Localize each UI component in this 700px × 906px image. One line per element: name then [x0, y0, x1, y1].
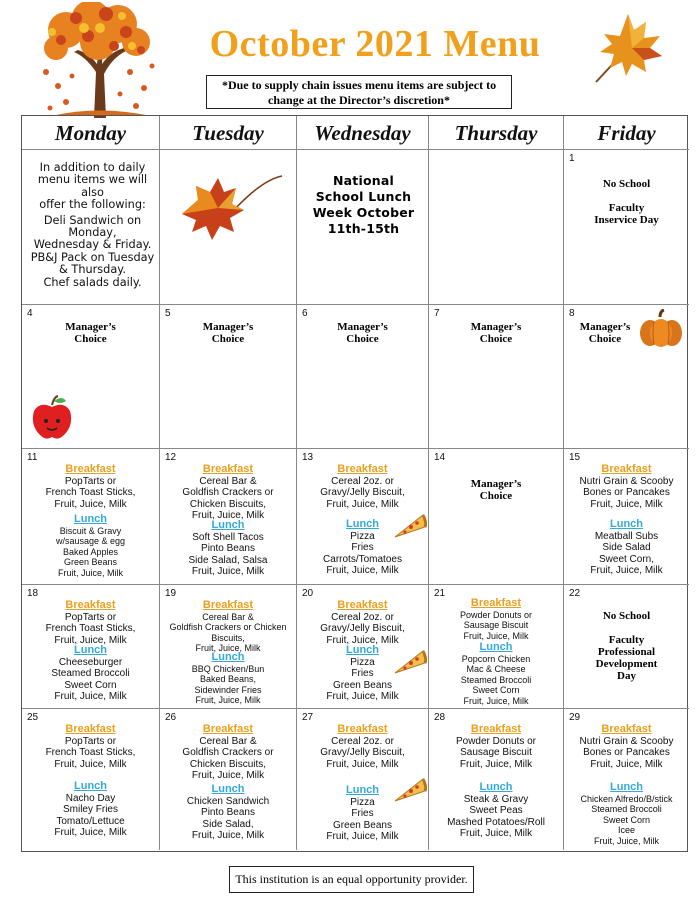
lunch-menu: Lunch Soft Shell Tacos Pinto Beans Side Salad, Salsa Fruit, Juice, Milk	[160, 519, 296, 577]
calendar-cell-oct-5	[160, 305, 297, 449]
breakfast-heading: Breakfast	[65, 463, 116, 475]
breakfast-heading: Breakfast	[337, 723, 388, 735]
calendar-cell-oct-7	[429, 305, 564, 449]
day-number: 11	[27, 452, 38, 463]
breakfast-heading: Breakfast	[337, 599, 388, 611]
lunch-heading: Lunch	[74, 644, 107, 656]
lunch-menu: Lunch Meatball Subs Side Salad Sweet Corn, Fruit, Juice, Milk	[564, 518, 689, 576]
breakfast-menu: Breakfast PopTarts or French Toast Sticks, Fruit, Juice, Milk	[22, 723, 159, 770]
breakfast-heading: Breakfast	[65, 723, 116, 735]
day-number: 22	[569, 588, 581, 599]
breakfast-heading: Breakfast	[202, 463, 254, 475]
managers-choice-label: Manager’s Choice	[202, 321, 254, 345]
day-number: 1	[569, 153, 575, 164]
lunch-heading: Lunch	[610, 781, 643, 793]
pizza-slice-icon	[393, 649, 427, 675]
day-header-monday: Monday	[22, 116, 160, 150]
apple-icon	[30, 395, 74, 441]
day-number: 4	[27, 308, 33, 319]
managers-choice-label: Manager’s Choice	[470, 321, 522, 345]
lunch-menu: Lunch Pizza Fries Carrots/Tomatoes Fruit, Juice, Milk	[297, 518, 428, 576]
inservice-line-2: Inservice Day	[594, 214, 659, 226]
calendar-cell-oct-21	[429, 585, 564, 709]
notice-line-1: *Due to supply chain issues menu items are subject to	[221, 78, 497, 92]
pizza-slice-icon	[393, 777, 427, 803]
lunch-menu: Lunch Biscuit & Gravy w/sausage & egg Baked Apples Green Beans Fruit, Juice, Milk	[22, 513, 159, 578]
managers-choice-label: Manager’s Choice	[337, 321, 388, 345]
lunch-heading: Lunch	[346, 644, 379, 656]
autumn-leaf-icon	[174, 170, 286, 246]
notice-line-2: change at the Director’s discretion*	[268, 93, 450, 107]
lunch-heading: Lunch	[74, 513, 107, 525]
day-number: 29	[569, 712, 581, 723]
calendar-cell-intro	[22, 150, 160, 305]
breakfast-menu: Breakfast Cereal Bar & Goldfish Crackers or Chicken Biscuits, Fruit, Juice, Milk	[160, 463, 296, 521]
day-number: 28	[434, 712, 446, 723]
lunch-heading: Lunch	[346, 518, 379, 530]
pd-line-1: Faculty	[608, 634, 645, 646]
breakfast-heading: Breakfast	[65, 599, 116, 611]
intro-text: In addition to daily menu items we will also offer the following: Deli Sandwich on Monday, Wednesday & Friday. PB&J Pack on Tuesday & Thursday. Chef salads daily.	[30, 161, 155, 289]
no-school-label: No School	[602, 610, 651, 622]
lunch-menu: Lunch Chicken Alfredo/B/stick Steamed Broccoli Sweet Corn Icee Fruit, Juice, Milk	[564, 781, 689, 846]
national-lunch-week-text: National School Lunch Week October 11th-15th	[312, 173, 415, 236]
breakfast-menu: Breakfast Powder Donuts or Sausage Biscuit Fruit, Juice, Milk	[429, 723, 563, 770]
day-header-thursday: Thursday	[429, 116, 564, 150]
breakfast-menu: Breakfast Cereal 2oz. or Gravy/Jelly Biscuit, Fruit, Juice, Milk	[297, 723, 428, 770]
page-title: October 2021 Menu	[209, 23, 541, 65]
breakfast-menu: Breakfast Cereal 2oz. or Gravy/Jelly Biscuit, Fruit, Juice, Milk	[297, 463, 428, 510]
day-number: 6	[302, 308, 308, 319]
breakfast-heading: Breakfast	[470, 597, 522, 609]
autumn-tree-illustration	[36, 2, 160, 118]
pd-line-2: Professional	[597, 646, 656, 658]
calendar-cell-oct-14	[429, 449, 564, 585]
breakfast-heading: Breakfast	[202, 723, 254, 735]
maple-leaf-icon	[588, 8, 670, 86]
pumpkin-icon	[638, 309, 684, 349]
breakfast-heading: Breakfast	[337, 463, 388, 475]
calendar-cell-oct-26	[160, 709, 297, 850]
calendar-cell-oct-18	[22, 585, 160, 709]
breakfast-menu: Breakfast Powder Donuts or Sausage Biscuit Fruit, Juice, Milk	[429, 597, 563, 641]
pd-line-3: Development	[595, 658, 658, 670]
supply-chain-notice	[206, 75, 512, 109]
lunch-heading: Lunch	[211, 651, 245, 663]
breakfast-heading: Breakfast	[202, 599, 254, 611]
menu-calendar-grid	[21, 115, 688, 852]
lunch-menu: Lunch Steak & Gravy Sweet Peas Mashed Potatoes/Roll Fruit, Juice, Milk	[429, 781, 563, 839]
inservice-line-1: Faculty	[608, 202, 645, 214]
calendar-cell-oct-4	[22, 305, 160, 449]
managers-choice-label: Manager’s Choice	[579, 321, 631, 345]
calendar-cell-oct-15	[564, 449, 689, 585]
breakfast-menu: Breakfast Nutri Grain & Scooby Bones or Pancakes Fruit, Juice, Milk	[564, 723, 689, 770]
lunch-heading: Lunch	[346, 784, 379, 796]
calendar-cell-oct-20	[297, 585, 429, 709]
lunch-heading: Lunch	[74, 780, 107, 792]
day-number: 13	[302, 452, 314, 463]
calendar-cell-empty	[429, 150, 564, 305]
day-number: 12	[165, 452, 177, 463]
breakfast-menu: Breakfast Cereal Bar & Goldfish Crackers or Chicken Biscuits, Fruit, Juice, Milk	[160, 723, 296, 781]
calendar-cell-oct-11	[22, 449, 160, 585]
breakfast-menu: Breakfast Cereal Bar & Goldfish Crackers or Chicken Biscuits, Fruit, Juice, Milk	[160, 599, 296, 654]
equal-opportunity-footer: This institution is an equal opportunity provider.	[229, 866, 474, 893]
lunch-menu: Lunch BBQ Chicken/Bun Baked Beans, Sidewinder Fries Fruit, Juice, Milk	[160, 651, 296, 706]
breakfast-heading: Breakfast	[470, 723, 522, 735]
day-number: 25	[27, 712, 39, 723]
day-number: 14	[434, 452, 446, 463]
breakfast-heading: Breakfast	[601, 463, 652, 475]
managers-choice-label: Manager’s Choice	[65, 321, 116, 345]
calendar-cell-oct-1	[564, 150, 689, 305]
pizza-slice-icon	[393, 513, 427, 539]
calendar-cell-leaf	[160, 150, 297, 305]
breakfast-menu: Breakfast Cereal 2oz. or Gravy/Jelly Biscuit, Fruit, Juice, Milk	[297, 599, 428, 646]
day-number: 20	[302, 588, 314, 599]
pd-line-4: Day	[617, 670, 636, 682]
lunch-heading: Lunch	[610, 518, 643, 530]
lunch-menu: Lunch Popcorn Chicken Mac & Cheese Steamed Broccoli Sweet Corn Fruit, Juice, Milk	[429, 641, 563, 706]
day-number: 8	[569, 308, 575, 319]
day-number: 27	[302, 712, 314, 723]
calendar-cell-oct-22	[564, 585, 689, 709]
breakfast-menu: Breakfast PopTarts or French Toast Sticks, Fruit, Juice, Milk	[22, 463, 159, 510]
lunch-menu: Lunch Chicken Sandwich Pinto Beans Side Salad, Fruit, Juice, Milk	[160, 783, 296, 841]
day-header-tuesday: Tuesday	[160, 116, 297, 150]
lunch-menu: Lunch Pizza Fries Green Beans Fruit, Juice, Milk	[297, 784, 428, 842]
lunch-heading: Lunch	[211, 519, 245, 531]
calendar-cell-oct-28	[429, 709, 564, 850]
no-school-label: No School	[602, 178, 651, 190]
managers-choice-label: Manager’s Choice	[470, 478, 522, 502]
calendar-cell-oct-27	[297, 709, 429, 850]
calendar-cell-oct-8	[564, 305, 689, 449]
breakfast-menu: Breakfast PopTarts or French Toast Sticks, Fruit, Juice, Milk	[22, 599, 159, 646]
day-header-wednesday: Wednesday	[297, 116, 429, 150]
day-number: 21	[434, 588, 446, 599]
day-number: 7	[434, 308, 440, 319]
calendar-cell-oct-19	[160, 585, 297, 709]
calendar-cell-oct-12	[160, 449, 297, 585]
day-number: 19	[165, 588, 177, 599]
day-number: 18	[27, 588, 39, 599]
lunch-heading: Lunch	[479, 641, 513, 653]
day-number: 26	[165, 712, 177, 723]
day-header-friday: Friday	[564, 116, 689, 150]
calendar-cell-national-lunch-week	[297, 150, 429, 305]
day-number: 15	[569, 452, 581, 463]
lunch-menu: Lunch Pizza Fries Green Beans Fruit, Juice, Milk	[297, 644, 428, 702]
breakfast-menu: Breakfast Nutri Grain & Scooby Bones or Pancakes Fruit, Juice, Milk	[564, 463, 689, 510]
lunch-menu: Lunch Nacho Day Smiley Fries Tomato/Lettuce Fruit, Juice, Milk	[22, 780, 159, 838]
calendar-cell-oct-13	[297, 449, 429, 585]
calendar-cell-oct-25	[22, 709, 160, 850]
lunch-menu: Lunch Cheeseburger Steamed Broccoli Sweet Corn Fruit, Juice, Milk	[22, 644, 159, 702]
calendar-cell-oct-6	[297, 305, 429, 449]
calendar-cell-oct-29	[564, 709, 689, 850]
day-number: 5	[165, 308, 171, 319]
lunch-heading: Lunch	[211, 783, 245, 795]
breakfast-heading: Breakfast	[601, 723, 652, 735]
lunch-heading: Lunch	[479, 781, 513, 793]
